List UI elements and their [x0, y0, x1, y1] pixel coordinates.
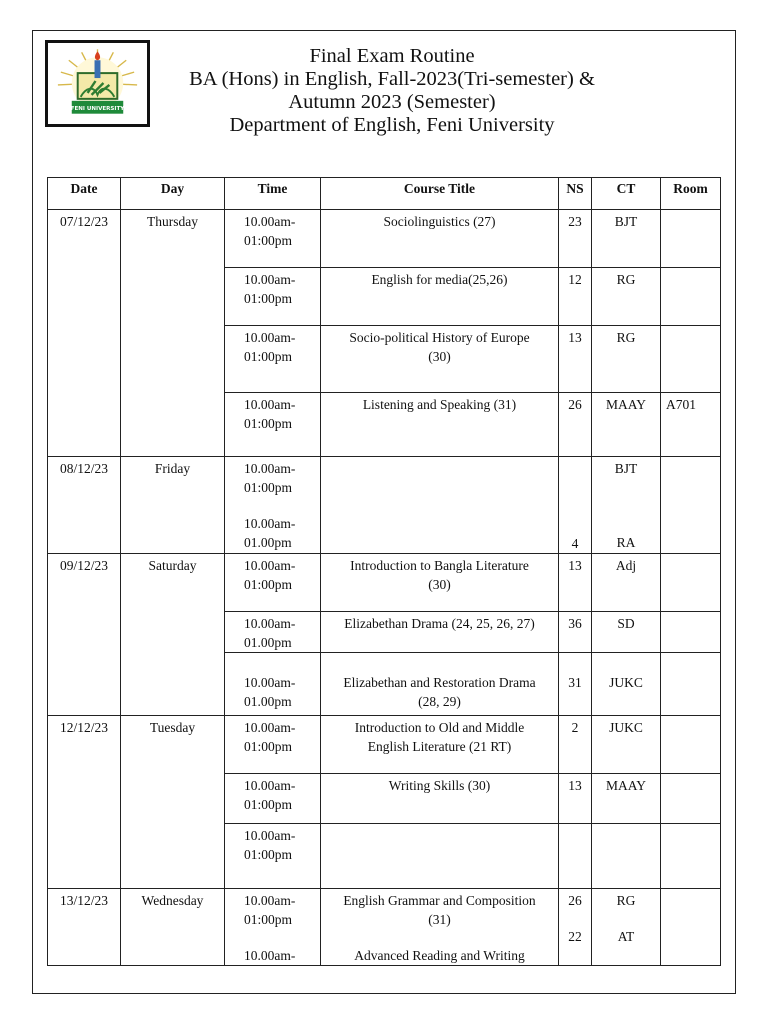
date-cell: 09/12/23: [48, 554, 121, 716]
program-line: BA (Hons) in English, Fall-2023(Tri-semester) &: [189, 68, 595, 90]
course-cell: Elizabethan and Restoration Drama (28, 29): [321, 653, 559, 716]
exam-routine-table: [47, 177, 721, 966]
ct-cell: SD: [592, 612, 661, 653]
svg-text:FENI UNIVERSITY: FENI UNIVERSITY: [70, 106, 125, 113]
time-cell: 10.00am- 01:00pm: [225, 716, 321, 774]
title-block: [150, 45, 634, 137]
table-row: [48, 554, 721, 612]
table-row: [48, 210, 721, 268]
day-cell: Thursday: [121, 210, 225, 457]
department-line: Department of English, Feni University: [229, 114, 555, 136]
time-cell: 10.00am- 01.00pm: [225, 612, 321, 653]
ns-cell: 26 22: [559, 889, 592, 966]
day-cell: Tuesday: [121, 716, 225, 889]
room-cell: [661, 653, 721, 716]
date-cell: 08/12/23: [48, 457, 121, 554]
table-row: [48, 716, 721, 774]
ct-cell: MAAY: [592, 774, 661, 824]
exam-title: Final Exam Routine: [309, 45, 475, 67]
date-cell: 12/12/23: [48, 716, 121, 889]
time-cell: 10.00am- 01:00pm: [225, 326, 321, 393]
table-header-row: [48, 178, 721, 210]
ct-cell: JUKC: [592, 716, 661, 774]
room-cell: [661, 268, 721, 326]
ns-cell: 2: [559, 716, 592, 774]
time-cell: 10.00am- 01:00pm: [225, 210, 321, 268]
room-cell: [661, 716, 721, 774]
course-cell: English for media(25,26): [321, 268, 559, 326]
ct-cell: BJT RA: [592, 457, 661, 554]
course-cell: English Grammar and Composition (31) Advanced Reading and Writing: [321, 889, 559, 966]
day-cell: Wednesday: [121, 889, 225, 966]
ns-cell: [559, 824, 592, 889]
room-cell: [661, 326, 721, 393]
ns-cell: 13: [559, 326, 592, 393]
course-cell: Elizabethan Drama (24, 25, 26, 27): [321, 612, 559, 653]
room-cell: [661, 612, 721, 653]
header-day: Day: [121, 178, 225, 210]
room-cell: A701: [661, 393, 721, 457]
ns-cell: 26: [559, 393, 592, 457]
course-cell: Socio-political History of Europe (30): [321, 326, 559, 393]
ct-cell: RG AT: [592, 889, 661, 966]
course-cell: [321, 457, 559, 554]
ns-cell: 36: [559, 612, 592, 653]
room-cell: [661, 210, 721, 268]
course-cell: [321, 824, 559, 889]
semester-line: Autumn 2023 (Semester): [288, 91, 496, 113]
ns-cell: 13: [559, 554, 592, 612]
table-row: [48, 889, 721, 966]
header-time: Time: [225, 178, 321, 210]
ns-cell: 4: [559, 457, 592, 554]
room-cell: [661, 824, 721, 889]
room-cell: [661, 889, 721, 966]
room-cell: [661, 774, 721, 824]
course-cell: Sociolinguistics (27): [321, 210, 559, 268]
course-cell: Listening and Speaking (31): [321, 393, 559, 457]
header-ns: NS: [559, 178, 592, 210]
time-cell: 10.00am- 01:00pm 10.00am-: [225, 889, 321, 966]
header-date: Date: [48, 178, 121, 210]
ct-cell: BJT: [592, 210, 661, 268]
time-cell: 10.00am- 01:00pm 10.00am- 01.00pm: [225, 457, 321, 554]
room-cell: [661, 554, 721, 612]
course-cell: Writing Skills (30): [321, 774, 559, 824]
day-cell: Saturday: [121, 554, 225, 716]
date-cell: 13/12/23: [48, 889, 121, 966]
course-cell: Introduction to Bangla Literature (30): [321, 554, 559, 612]
university-logo: [45, 40, 150, 127]
room-cell: [661, 457, 721, 554]
time-cell: 10.00am- 01:00pm: [225, 824, 321, 889]
ct-cell: MAAY: [592, 393, 661, 457]
ct-cell: [592, 824, 661, 889]
header-room: Room: [661, 178, 721, 210]
ns-cell: 12: [559, 268, 592, 326]
time-cell: 10.00am- 01:00pm: [225, 554, 321, 612]
ns-cell: 13: [559, 774, 592, 824]
time-cell: 10.00am- 01:00pm: [225, 268, 321, 326]
time-cell: 10.00am- 01:00pm: [225, 393, 321, 457]
ns-cell: 23: [559, 210, 592, 268]
ct-cell: RG: [592, 268, 661, 326]
day-cell: Friday: [121, 457, 225, 554]
time-cell: 10.00am- 01.00pm: [225, 653, 321, 716]
ct-cell: RG: [592, 326, 661, 393]
ns-cell: 31: [559, 653, 592, 716]
ct-cell: JUKC: [592, 653, 661, 716]
table-row: [48, 457, 721, 554]
header-ct: CT: [592, 178, 661, 210]
time-cell: 10.00am- 01:00pm: [225, 774, 321, 824]
ct-cell: Adj: [592, 554, 661, 612]
course-cell: Introduction to Old and Middle English Literature (21 RT): [321, 716, 559, 774]
date-cell: 07/12/23: [48, 210, 121, 457]
header-course-title: Course Title: [321, 178, 559, 210]
